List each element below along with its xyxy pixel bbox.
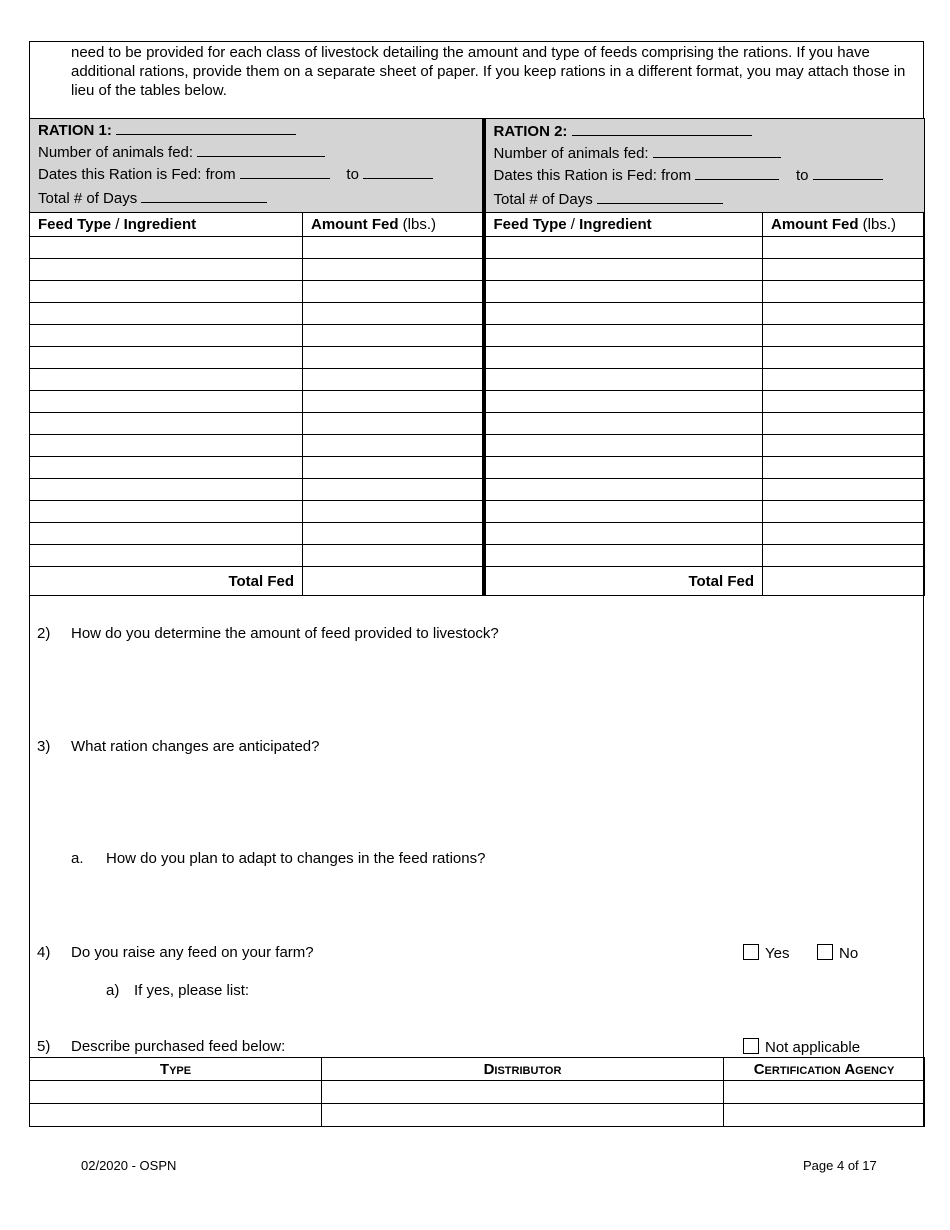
amount-fed-cell[interactable] — [303, 479, 484, 501]
feed-type-cell[interactable] — [30, 545, 303, 567]
feed-cell[interactable] — [30, 1081, 322, 1104]
amount-fed-cell[interactable] — [763, 413, 925, 435]
ration-row — [30, 325, 925, 347]
feed-type-cell[interactable] — [484, 413, 763, 435]
yes-checkbox[interactable] — [743, 944, 759, 960]
feed-type-cell[interactable] — [484, 347, 763, 369]
q5-number: 5) — [37, 1038, 51, 1055]
feed-type-cell[interactable] — [484, 479, 763, 501]
not-applicable-checkbox[interactable] — [743, 1038, 759, 1054]
ration-2-title: RATION 2: — [493, 123, 568, 140]
feed-cell[interactable] — [30, 1104, 322, 1127]
col-type: Type — [30, 1058, 322, 1081]
q3a-number: a. — [71, 850, 84, 867]
feed-header-row — [30, 1058, 925, 1081]
ration-row — [30, 237, 925, 259]
ration-1-dates-label: Dates this Ration is Fed: from — [38, 166, 236, 183]
footer-revision: 02/2020 - OSPN — [81, 1158, 177, 1173]
ration-2-to-label: to — [795, 167, 809, 184]
feed-type-cell[interactable] — [30, 501, 303, 523]
amount-fed-cell[interactable] — [763, 501, 925, 523]
feed-type-cell[interactable] — [30, 479, 303, 501]
q4-text: Do you raise any feed on your farm? — [71, 944, 314, 961]
ration-2-date-to-field[interactable] — [813, 165, 883, 180]
feed-type-cell[interactable] — [484, 303, 763, 325]
col-amount-1: Amount Fed (lbs.) — [303, 213, 484, 237]
amount-fed-cell[interactable] — [303, 237, 484, 259]
ration-1-animals-field[interactable] — [197, 142, 325, 157]
footer-page-number: Page 4 of 17 — [803, 1158, 877, 1173]
amount-fed-cell[interactable] — [763, 479, 925, 501]
amount-fed-cell[interactable] — [763, 369, 925, 391]
feed-type-cell[interactable] — [30, 259, 303, 281]
amount-fed-cell[interactable] — [303, 369, 484, 391]
amount-fed-cell[interactable] — [763, 523, 925, 545]
feed-type-cell[interactable] — [484, 391, 763, 413]
ration-row — [30, 545, 925, 567]
not-applicable-label: Not applicable — [765, 1039, 861, 1056]
ration-row — [30, 391, 925, 413]
ration-header-row — [30, 119, 925, 213]
col-certification-agency: Certification Agency — [724, 1058, 925, 1081]
ration-2-header — [484, 119, 925, 213]
amount-fed-cell[interactable] — [303, 325, 484, 347]
ration-2-dates-label: Dates this Ration is Fed: from — [493, 167, 692, 184]
feed-type-cell[interactable] — [30, 391, 303, 413]
feed-type-cell[interactable] — [484, 545, 763, 567]
q4-number: 4) — [37, 944, 51, 961]
feed-type-cell[interactable] — [484, 259, 763, 281]
feed-type-cell[interactable] — [484, 501, 763, 523]
total-row — [30, 567, 925, 596]
no-label: No — [839, 945, 859, 962]
amount-fed-cell[interactable] — [763, 281, 925, 303]
total-fed-label-2: Total Fed — [484, 567, 763, 596]
q5-text: Describe purchased feed below: — [71, 1038, 286, 1055]
amount-fed-cell[interactable] — [303, 281, 484, 303]
amount-fed-cell[interactable] — [763, 303, 925, 325]
feed-type-cell[interactable] — [484, 325, 763, 347]
ration-row — [30, 479, 925, 501]
amount-fed-cell[interactable] — [303, 501, 484, 523]
ration-row — [30, 347, 925, 369]
total-fed-cell-1[interactable] — [303, 567, 484, 596]
ration-2-animals-label: Number of animals fed: — [493, 145, 649, 162]
ration-1-title: RATION 1: — [38, 122, 112, 139]
feed-type-cell[interactable] — [484, 435, 763, 457]
ration-row — [30, 523, 925, 545]
amount-fed-cell[interactable] — [303, 545, 484, 567]
amount-fed-cell[interactable] — [303, 259, 484, 281]
amount-fed-cell[interactable] — [763, 259, 925, 281]
q4a-text: If yes, please list: — [134, 982, 250, 999]
feed-type-cell[interactable] — [484, 237, 763, 259]
ration-row — [30, 435, 925, 457]
feed-type-cell[interactable] — [30, 413, 303, 435]
ration-2-name-field[interactable] — [572, 121, 752, 136]
ration-row — [30, 303, 925, 325]
feed-row — [30, 1081, 925, 1104]
amount-fed-cell[interactable] — [303, 391, 484, 413]
col-distributor: Distributor — [322, 1058, 724, 1081]
col-feed-type-1: Feed Type / Ingredient — [30, 213, 303, 237]
q2-text: How do you determine the amount of feed provided to livestock? — [71, 625, 499, 642]
ration-table — [29, 118, 925, 596]
feed-cell[interactable] — [322, 1104, 724, 1127]
feed-type-cell[interactable] — [484, 523, 763, 545]
q4-yes-option[interactable] — [743, 944, 789, 962]
no-checkbox[interactable] — [817, 944, 833, 960]
feed-type-cell[interactable] — [30, 435, 303, 457]
amount-fed-cell[interactable] — [303, 523, 484, 545]
amount-fed-cell[interactable] — [303, 347, 484, 369]
ration-row — [30, 413, 925, 435]
ration-1-date-from-field[interactable] — [240, 164, 330, 179]
ration-row — [30, 281, 925, 303]
ration-2-date-from-field[interactable] — [695, 165, 779, 180]
ration-1-days-label: Total # of Days — [38, 190, 138, 207]
amount-fed-cell[interactable] — [303, 435, 484, 457]
purchased-feed-table — [29, 1057, 925, 1127]
ration-2-days-label: Total # of Days — [493, 191, 593, 208]
feed-type-cell[interactable] — [484, 281, 763, 303]
ration-1-header — [30, 119, 484, 213]
feed-type-cell[interactable] — [30, 303, 303, 325]
feed-type-cell[interactable] — [484, 369, 763, 391]
col-amount-2: Amount Fed (lbs.) — [763, 213, 925, 237]
amount-fed-cell[interactable] — [763, 347, 925, 369]
amount-fed-cell[interactable] — [763, 435, 925, 457]
amount-fed-cell[interactable] — [763, 325, 925, 347]
ration-2-days-field[interactable] — [597, 189, 723, 204]
ration-1-to-label: to — [346, 166, 359, 183]
amount-fed-cell[interactable] — [303, 457, 484, 479]
feed-cell[interactable] — [724, 1081, 925, 1104]
feed-type-cell[interactable] — [30, 523, 303, 545]
feed-cell[interactable] — [724, 1104, 925, 1127]
feed-type-cell[interactable] — [30, 237, 303, 259]
q3-text: What ration changes are anticipated? — [71, 738, 320, 755]
amount-fed-cell[interactable] — [303, 303, 484, 325]
feed-type-cell[interactable] — [484, 457, 763, 479]
total-fed-label-1: Total Fed — [30, 567, 303, 596]
total-fed-cell-2[interactable] — [763, 567, 925, 596]
ration-1-date-to-field[interactable] — [363, 164, 433, 179]
ration-2-animals-field[interactable] — [653, 143, 781, 158]
q3-number: 3) — [37, 738, 51, 755]
q4-no-option[interactable] — [817, 944, 858, 962]
col-feed-type-2: Feed Type / Ingredient — [484, 213, 763, 237]
feed-type-cell[interactable] — [30, 457, 303, 479]
amount-fed-cell[interactable] — [763, 545, 925, 567]
ration-row — [30, 259, 925, 281]
yes-label: Yes — [765, 945, 790, 962]
ration-1-animals-label: Number of animals fed: — [38, 144, 194, 161]
feed-type-cell[interactable] — [30, 325, 303, 347]
ration-1-days-field[interactable] — [141, 188, 267, 203]
q2-number: 2) — [37, 625, 51, 642]
feed-type-cell[interactable] — [30, 369, 303, 391]
feed-type-cell[interactable] — [30, 347, 303, 369]
intro-paragraph: need to be provided for each class of livestock detailing the amount and type of feeds comprising the rations. If you have additional rations, provide them on a separate sheet of paper. If you keep rations in a different format, you may attach those in lieu of the tables below. — [71, 44, 906, 99]
amount-fed-cell[interactable] — [763, 457, 925, 479]
ration-1-name-field[interactable] — [116, 120, 296, 135]
ration-row — [30, 457, 925, 479]
amount-fed-cell[interactable] — [763, 391, 925, 413]
feed-cell[interactable] — [322, 1081, 724, 1104]
ration-row — [30, 369, 925, 391]
amount-fed-cell[interactable] — [303, 413, 484, 435]
q5-na-option[interactable] — [743, 1038, 860, 1056]
q3a-text: How do you plan to adapt to changes in the feed rations? — [106, 850, 486, 867]
ration-row — [30, 501, 925, 523]
feed-type-cell[interactable] — [30, 281, 303, 303]
ration-body — [30, 237, 925, 567]
amount-fed-cell[interactable] — [763, 237, 925, 259]
column-header-row — [30, 213, 925, 237]
q4a-number: a) — [106, 982, 120, 999]
feed-row — [30, 1104, 925, 1127]
